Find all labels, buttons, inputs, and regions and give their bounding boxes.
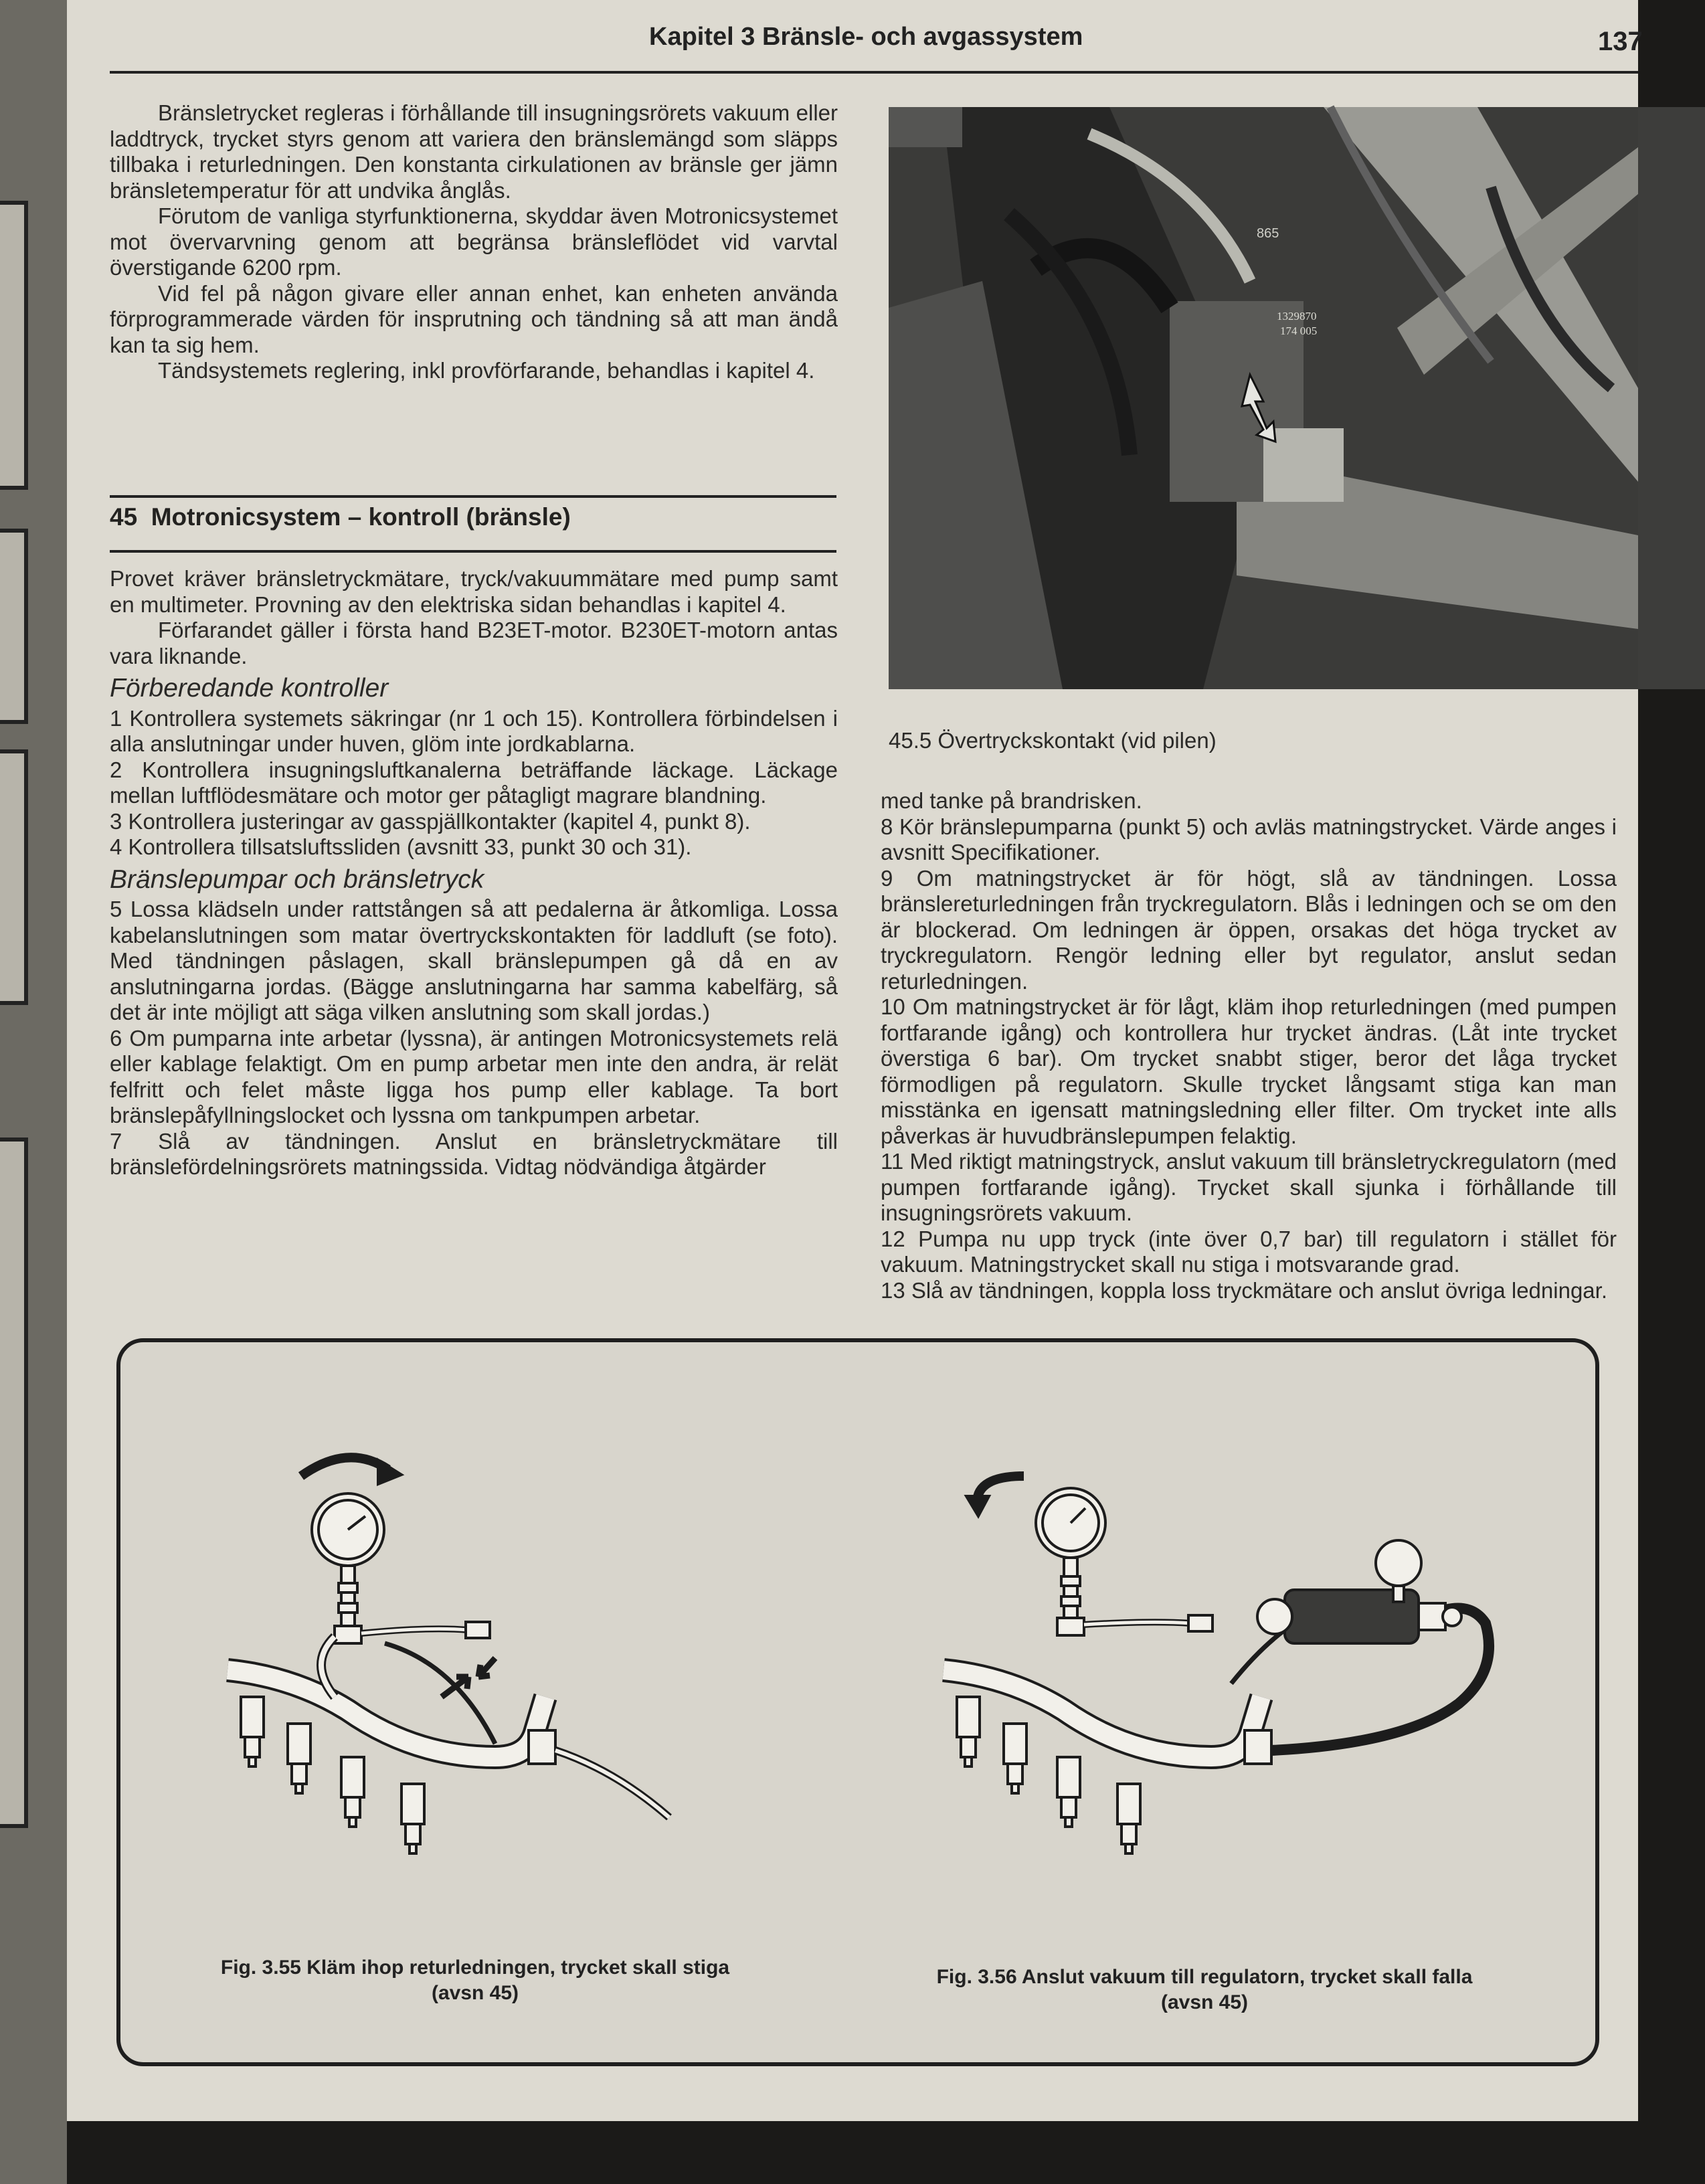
step: 10 Om matningstrycket är för lågt, kläm ihop returledningen (med pumpen fortfarande igång) och kontrollera hur trycket ändras. (Låt inte trycket överstiga 6 bar). Om trycket snabbt stiger, beror det låga trycket förmodligen på regulatorn. Skulle trycket långsamt stiga kan man misstänka en igensatt matningsledning eller filter. Om trycket inte alls påverkas är huvudbränslepumpen felaktig. (881, 994, 1617, 1148)
step: 4 Kontrollera tillsatsluftssliden (avsnitt 33, punkt 30 och 31). (110, 834, 692, 859)
intro-text (110, 100, 838, 384)
subheading: Bränslepumpar och bränsletryck (110, 864, 484, 894)
photo-label-865: 865 (1257, 226, 1279, 241)
paragraph: Förutom de vanliga styrfunktionerna, skyddar även Motronicsystemet mot övervarvning genom att begränsa bränsleflödet vid varvtal överstigande 6200 rpm. (110, 203, 838, 280)
caption-line: Fig. 3.55 Kläm ihop returledningen, trycket skall stiga (220, 1956, 730, 1979)
step: med tanke på brandrisken. (881, 788, 1142, 813)
step: 11 Med riktigt matningstryck, anslut vakuum till bränsletryckregulatorn (med pumpen fortfarande igång). Trycket skall sjunka i förhållande till insugningsrörets vakuum. (881, 1149, 1617, 1225)
section-heading (110, 503, 571, 531)
paragraph: Tändsystemets reglering, inkl provförfarande, behandlas i kapitel 4. (158, 358, 815, 383)
paragraph: Vid fel på någon givare eller annan enhet, kan enheten använda förprogrammerade värden för insprutning och tändning så att man ändå kan ta sig hem. (110, 280, 838, 357)
section-title: Motronicsystem – kontroll (bränsle) (151, 503, 571, 531)
step: 7 Slå av tändningen. Anslut en bränsletryckmätare till bränslefördelningsrörets matningssida. Vidtag nödvändiga åtgärder (110, 1128, 838, 1179)
section-rule-bottom (110, 550, 836, 553)
caption-line: (avsn 45) (431, 1982, 519, 2004)
figure-3-56-illustration (897, 1449, 1552, 1931)
figure-3-55-illustration (214, 1443, 749, 1924)
adjacent-page-edge (0, 1138, 28, 1828)
paragraph: Förfarandet gäller i första hand B23ET-motor. B230ET-motorn antas vara liknande. (110, 618, 838, 668)
running-header: Kapitel 3 Bränsle- och avgassystem (649, 23, 1083, 51)
step: 12 Pumpa nu upp tryck (inte över 0,7 bar) till regulatorn i stället för vakuum. Matningstrycket skall nu stiga i motsvarande grad. (881, 1226, 1617, 1277)
book-binding (0, 0, 67, 2184)
adjacent-page-edge (0, 529, 28, 724)
step: 6 Om pumparna inte arbetar (lyssna), är antingen Motronicsystemets relä eller kablage felaktigt. Om en pump arbetar men inte den andra, är relät felfritt och felet måste ligga hos pump eller kablage. Ta bort bränslepåfyllningslocket och lyssna om tankpumpen arbetar. (110, 1025, 838, 1127)
adjacent-page-edge (0, 749, 28, 1005)
paragraph: Provet kräver bränsletryckmätare, tryck/vakuummätare med pump samt en multimeter. Provning av den elektriska sidan behandlas i kapitel 4. (110, 566, 838, 617)
photo-part-number: 1329870 (1277, 310, 1317, 323)
figure-3-56-caption (870, 1965, 1539, 2015)
page-number: 137 (1598, 27, 1643, 56)
step: 1 Kontrollera systemets säkringar (nr 1 och 15). Kontrollera förbindelsen i alla anslutningar under huven, glöm inte jordkablarna. (110, 705, 838, 756)
paragraph: Bränsletrycket regleras i förhållande till insugningsrörets vakuum eller laddtryck, trycket styrs genom att variera den bränslemängd som släpps tillbaka i returledningen. Den konstanta cirkulationen av bränsle ger jämn bränsletemperatur för att undvika ånglås. (110, 100, 838, 203)
photo-caption: 45.5 Övertryckskontakt (vid pilen) (889, 728, 1217, 753)
section-rule-top (110, 495, 836, 498)
step: 3 Kontrollera justeringar av gasspjällkontakter (kapitel 4, punkt 8). (110, 808, 751, 834)
step: 13 Slå av tändningen, koppla loss tryckmätare och anslut övriga ledningar. (881, 1277, 1607, 1303)
photo-part-number-2: 174 005 (1280, 325, 1318, 337)
figure-3-55-caption (174, 1955, 776, 2006)
step: 9 Om matningstrycket är för högt, slå av tändningen. Lossa bränslereturledningen från tryckregulatorn. Blås i ledningen och se om den är blockerad. Om ledningen är öppen, orsakas det höga trycket av tryckregulatorn. Rengör ledning eller byt regulator, anslut sedan returledningen. (881, 865, 1617, 994)
figure-panel (116, 1338, 1599, 2066)
section-body (110, 566, 838, 1180)
right-column-steps (881, 788, 1617, 1303)
header-rule (110, 71, 1638, 74)
step: 5 Lossa klädseln under rattstången så att pedalerna är åtkomliga. Lossa kabelanslutningen som matar övertryckskontakten för laddluft (se foto). Med tändningen påslagen, skall bränslepumpen gå då en av anslutningarna jordas. (Bägge anslutningarna har samma kabelfärg, så det är inte möjligt att säga vilken anslutning som skall jordas.) (110, 897, 838, 1024)
section-number: 45 (110, 503, 138, 531)
step: 8 Kör bränslepumparna (punkt 5) och avläs matningstrycket. Värde anges i avsnitt Specifikationer. (881, 814, 1617, 864)
caption-line: (avsn 45) (1160, 1991, 1249, 2013)
adjacent-page-edge (0, 201, 28, 490)
engine-photo (889, 107, 1705, 689)
step: 2 Kontrollera insugningsluftkanalerna beträffande läckage. Läckage mellan luftflödesmätare och motor ger påtagligt magrare blandning. (110, 757, 838, 808)
subheading: Förberedande kontroller (110, 674, 389, 703)
caption-line: Fig. 3.56 Anslut vakuum till regulatorn, trycket skall falla (936, 1966, 1473, 1988)
